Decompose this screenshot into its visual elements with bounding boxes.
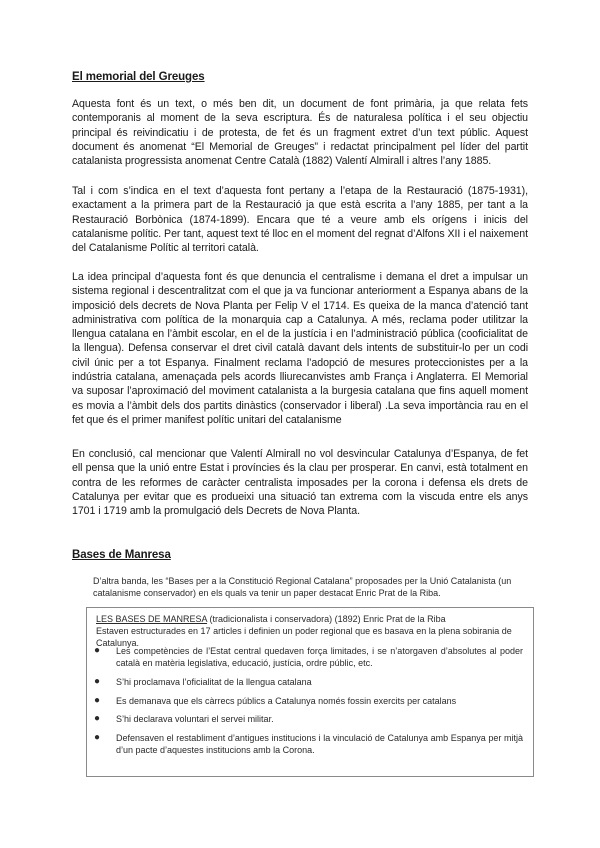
paragraph-4: En conclusió, cal mencionar que Valentí Almirall no vol desvincular Catalunya d’Espanya, de fet ell pensa que la unió entre Estat i províncies és la clau per prosperar. En canvi, està totalment en contra de les reformes de caràcter centralista imposades per la corona i defensa els drets de Catalunya per evitar que es produeixi una situació tan extrema com la viscuda entre els anys 1701 i 1719 amb la promulgació dels Decrets de Nova Planta. [72, 448, 528, 518]
paragraph-3: La idea principal d’aquesta font és que denuncia el centralisme i demana el dret a impulsar un sistema regional i descentralitzat com el que ja va funcionar anteriorment a Espanya abans de la imposició dels decrets de Nova Planta per Felip V el 1714. Es queixa de la manca d’atenció tant administrativa com política de la monarquia cap a Catalunya. A més, reclama poder utilitzar la llengua catalana en l’àmbit escolar, en el de la justícia i en l’administració pública (cooficialitat de la llengua). Defensa conservar el dret civil català davant dels intents de substituir-lo per un codi civil únic per a tot Espanya. Finalment reclama l’adopció de mesures proteccionistes per a la indústria catalana, amenaçada pels acords lliurecanvistes amb França i Anglaterra. El Memorial va suposar l’aproximació del moviment catalanista a la burgesia catalana que fins aquell moment es movia a l’àmbit dels dos partits dinàstics (conservador i liberal) .La seva importància rau en el fet que és el primer manifest polític unitari del catalanisme [72, 271, 528, 426]
bases-list [87, 645, 523, 763]
section-heading-memorial: El memorial del Greuges [72, 71, 205, 83]
bases-box-title: LES BASES DE MANRESA [96, 614, 208, 624]
bullet-icon: ● [94, 676, 101, 687]
bullet-icon: ● [94, 645, 101, 656]
list-item: ● Defensaven el restabliment d’antigues institucions i la vinculació de Catalunya amb Espanya per mitjà d’un pacte d’aquestes institucions amb la Corona. [94, 731, 523, 756]
list-item: ● Les competències de l’Estat central quedaven força limitades, i se n’atorgaven d’absolutes al poder català en matèria legislativa, educació, justícia, ordre públic, etc. [94, 645, 523, 669]
paragraph-1: Aquesta font és un text, o més ben dit, un document de font primària, ja que relata fets contemporanis al moment de la seva escriptura. És de naturalesa política i el seu objectiu principal és reivindicatiu i de protesta, de fet és un fragment extret d’un text públic. Aquest document és anomenat “El Memorial de Greuges” i redactat principalment pel líder del partit catalanista progressista anomenat Centre Català (1882) Valentí Almirall i altres l’any 1885. [72, 98, 528, 168]
bullet-icon: ● [94, 713, 101, 725]
bases-box [86, 607, 534, 777]
bullet-icon: ● [94, 694, 101, 706]
bases-box-title-rest: (tradicionalista i conservadora) (1892) Enric Prat de la Riba [207, 614, 446, 624]
bases-box-description: Estaven estructurades en 17 articles i definien un poder regional que es basava en la plena sobirania de Catalunya. [96, 626, 512, 649]
list-item: ● S’hi declarava voluntari el servei militar. [94, 713, 274, 725]
paragraph-2: Tal i com s’indica en el text d’aquesta font pertany a l’etapa de la Restauració (1875-1931), exactament a la primera part de la Restauració ja que està escrita a l’any 1885, per tant a la Restauració Borbònica (1874-1899). Encara que té a veure amb els orígens i inicis del catalanisme polític. Per tant, aquest text té lloc en el moment del regnat d’Alfons XII i el naixement del Catalanisme Polític al territori català. [72, 185, 528, 255]
section-heading-bases: Bases de Manresa [72, 549, 171, 561]
bullet-icon: ● [94, 731, 101, 743]
list-item: ● Es demanava que els càrrecs públics a Catalunya només fossin exercits per catalans [94, 694, 457, 706]
list-item: ● S’hi proclamava l’oficialitat de la llengua catalana [94, 676, 312, 687]
bases-intro: D’altra banda, les “Bases per a la Constitució Regional Catalana” proposades per la Unió Catalanista (un catalanisme conservador) en els quals va tenir un paper destacat Enric Prat de la Riba. [93, 576, 512, 599]
